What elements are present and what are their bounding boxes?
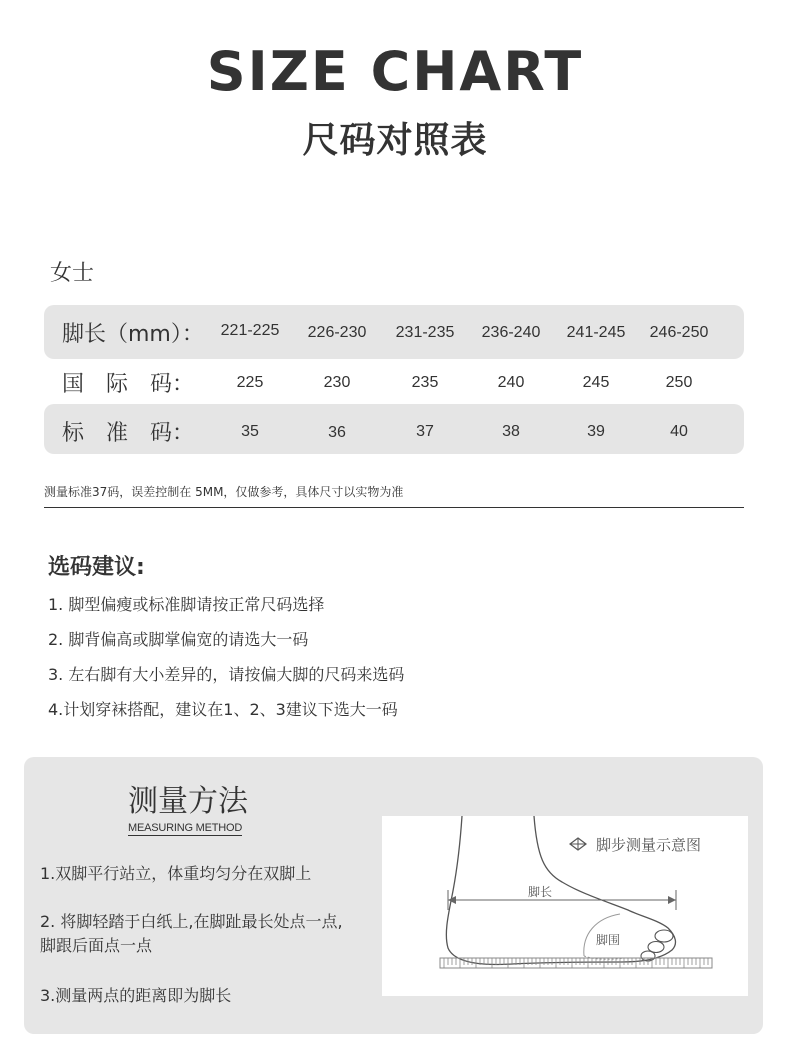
table-cell: 35 xyxy=(241,423,259,440)
table-cell: 240 xyxy=(497,374,525,391)
table-cell: 226-230 xyxy=(307,324,367,341)
method-subtitle: MEASURING METHOD xyxy=(128,822,243,834)
advice-item: 3. 左右脚有大小差异的，请按偏大脚的尺码来选码 xyxy=(48,665,405,684)
method-step: 1.双脚平行站立，体重均匀分在双脚上 xyxy=(40,864,312,883)
table-row-intl-size xyxy=(44,355,744,409)
table-cell: 38 xyxy=(502,423,520,440)
row-label: 国 际 码： xyxy=(62,372,195,397)
table-cell: 236-240 xyxy=(481,324,541,341)
title-english: SIZE CHART xyxy=(206,40,584,103)
foot-illustration xyxy=(382,816,748,996)
table-row-standard-size xyxy=(44,404,744,454)
advice-item: 2. 脚背偏高或脚掌偏宽的请选大一码 xyxy=(48,630,309,649)
diamond-icon xyxy=(570,838,586,850)
table-cell: 37 xyxy=(416,423,434,440)
table-cell: 225 xyxy=(236,374,264,391)
row-label: 脚长（mm）： xyxy=(62,322,204,347)
row-label: 标 准 码： xyxy=(62,421,195,446)
gender-label: 女士 xyxy=(50,261,95,286)
table-cell: 231-235 xyxy=(395,324,455,341)
foot-diagram xyxy=(382,816,748,996)
table-cell: 250 xyxy=(665,374,693,391)
title-chinese: 尺码对照表 xyxy=(302,120,488,161)
table-row-foot-length xyxy=(44,305,744,359)
advice-title: 选码建议: xyxy=(48,555,145,580)
advice-item: 1. 脚型偏瘦或标准脚请按正常尺码选择 xyxy=(48,595,325,614)
method-step: 2. 将脚轻踏于白纸上,在脚趾最长处点一点, xyxy=(40,912,343,931)
method-step: 脚跟后面点一点 xyxy=(40,936,153,955)
foot-length-label: 脚长 xyxy=(528,885,553,899)
table-cell: 36 xyxy=(328,424,346,441)
method-step: 3.测量两点的距离即为脚长 xyxy=(40,986,232,1005)
method-title: 测量方法 xyxy=(128,784,248,819)
table-cell: 246-250 xyxy=(649,324,709,341)
table-cell: 40 xyxy=(670,423,688,440)
table-cell: 39 xyxy=(587,423,605,440)
measurement-note: 测量标准37码，误差控制在 5MM，仅做参考，具体尺寸以实物为准 xyxy=(44,485,404,499)
diagram-caption: 脚步测量示意图 xyxy=(596,836,702,854)
table-cell: 230 xyxy=(323,374,351,391)
advice-item: 4.计划穿袜搭配，建议在1、2、3建议下选大一码 xyxy=(48,700,398,719)
table-cell: 221-225 xyxy=(220,322,280,339)
foot-girth-label: 脚围 xyxy=(596,933,621,947)
table-cell: 235 xyxy=(411,374,439,391)
table-cell: 241-245 xyxy=(566,324,626,341)
divider xyxy=(44,507,744,508)
table-cell: 245 xyxy=(582,374,610,391)
